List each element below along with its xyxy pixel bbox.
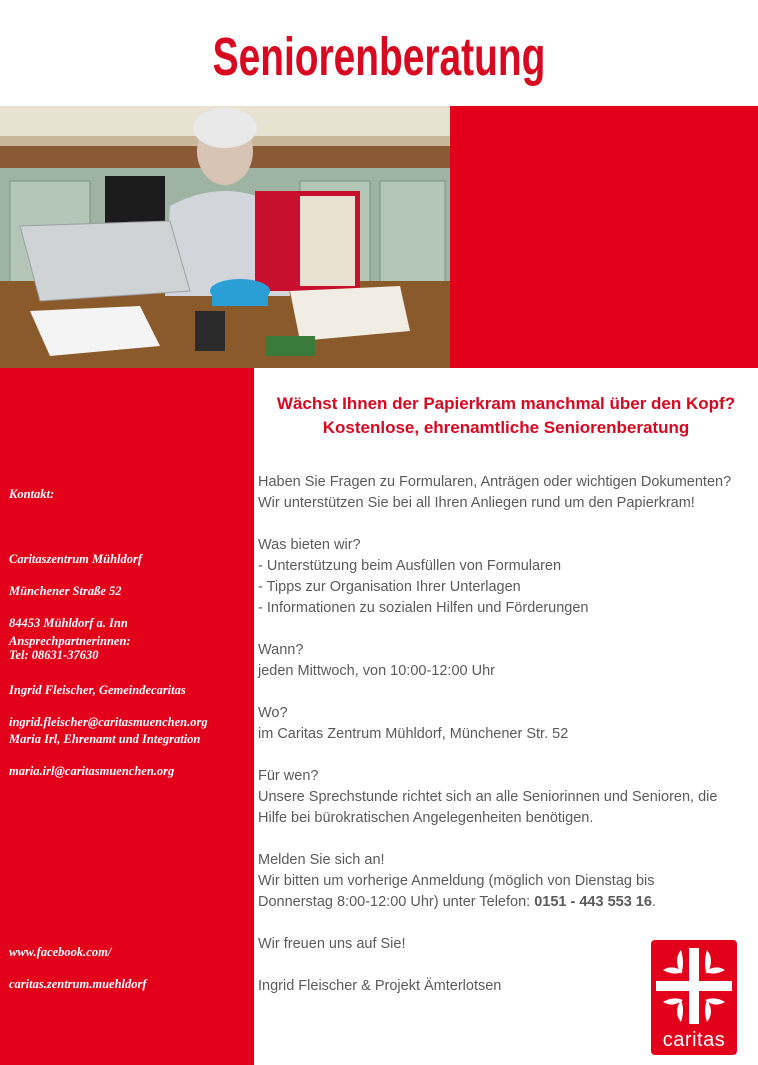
signature: Ingrid Fleischer & Projekt Ämterlotsen [258,978,502,994]
body-text [258,472,748,1018]
facebook-line[interactable]: www.facebook.com/ [9,945,112,959]
where-text: im Caritas Zentrum Mühldorf, Münchener Str. 52 [258,726,569,742]
address-line: Münchener Straße 52 [9,584,122,598]
when-text: jeden Mittwoch, von 10:00-12:00 Uhr [258,663,495,679]
register-title: Melden Sie sich an! [258,852,385,868]
person-name: Maria Irl, Ehrenamt und Integration [9,732,201,746]
red-accent-block [450,106,758,368]
who-text: Hilfe bei bürokratischen Angelegenheiten benötigen. [258,810,594,826]
headline-line-2: Kostenlose, ehrenamtliche Seniorenberatung [322,418,690,437]
register-section [258,850,748,913]
caritas-logo-text: caritas [662,1029,726,1051]
register-text-start: Donnerstag 8:00-12:00 Uhr) unter Telefon: [258,894,535,910]
register-text [258,892,748,913]
intro-line: Wir unterstützen Sie bei all Ihren Anliegen rund um den Papierkram! [258,495,695,511]
person-email[interactable]: maria.irl@caritasmuenchen.org [9,764,175,778]
page-title: Seniorenberatung [212,27,546,87]
contact-sidebar [0,368,254,1065]
closing: Wir freuen uns auf Sie! [258,936,406,952]
facebook-link[interactable] [9,928,147,1008]
who-title: Für wen? [258,768,319,784]
facebook-line[interactable]: caritas.zentrum.muehldorf [9,977,147,991]
address-block [9,535,142,679]
caritas-logo [651,940,737,1055]
register-text-end: . [651,894,656,910]
offer-section [258,535,748,619]
person-name: Ingrid Fleischer, Gemeindecaritas [9,683,186,697]
offer-item: - Informationen zu sozialen Hilfen und Förderungen [258,600,589,616]
phone-line: Tel: 08631-37630 [9,648,99,662]
contact-label: Kontakt: [9,487,55,501]
register-phone: 0151 - 443 553 16 [534,894,652,910]
offer-item: - Unterstützung beim Ausfüllen von Formularen [258,558,562,574]
who-section [258,766,748,829]
caritas-flame-cross-icon [651,940,737,1030]
headline-line-1: Wächst Ihnen der Papierkram manchmal über den Kopf? [276,394,736,413]
where-section [258,703,748,745]
contacts-label: Ansprechpartnerinnen: [9,634,131,648]
intro-paragraph [258,472,748,514]
header-photo [0,106,450,368]
senior-at-table-photo [0,106,450,368]
headline [254,392,758,440]
intro-line: Haben Sie Fragen zu Formularen, Anträgen oder wichtigen Dokumenten? [258,474,732,490]
where-title: Wo? [258,705,288,721]
address-line: 84453 Mühldorf a. Inn [9,616,128,630]
when-title: Wann? [258,642,304,658]
offer-item: - Tipps zur Organisation Ihrer Unterlagen [258,579,521,595]
person-email[interactable]: ingrid.fleischer@caritasmuenchen.org [9,715,208,729]
contact-person-2 [9,715,200,795]
offer-title: Was bieten wir? [258,537,361,553]
register-text: Wir bitten um vorherige Anmeldung (möglich von Dienstag bis [258,873,655,889]
who-text: Unsere Sprechstunde richtet sich an alle Seniorinnen und Senioren, die [258,789,718,805]
when-section [258,640,748,682]
address-line: Caritaszentrum Mühldorf [9,552,143,566]
